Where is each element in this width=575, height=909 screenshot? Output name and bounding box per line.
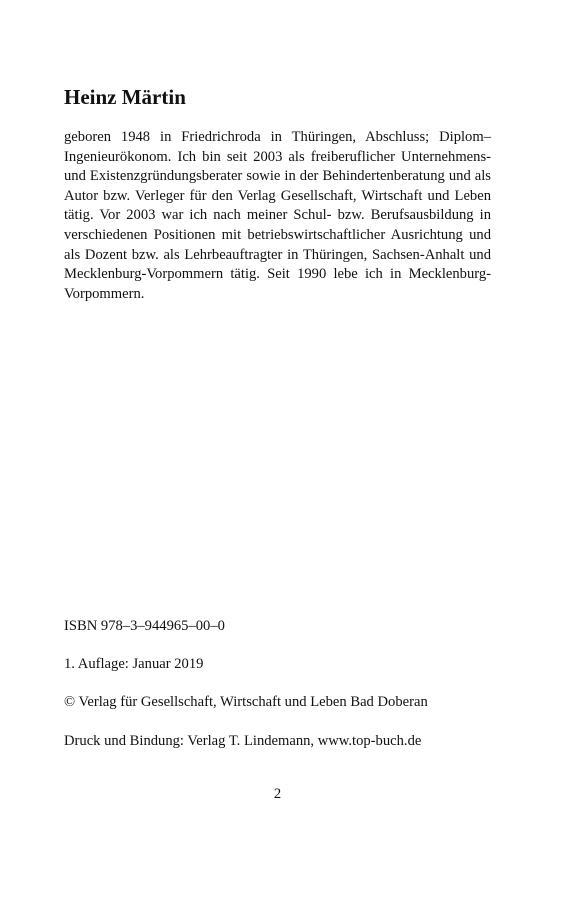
edition: 1. Auflage: Januar 2019 [64, 656, 204, 672]
author-name: Heinz Märtin [64, 85, 186, 109]
page-number: 2 [273, 786, 282, 802]
isbn: ISBN 978–3–944965–00–0 [64, 618, 225, 634]
author-biography: geboren 1948 in Friedrichroda in Thüringen, Abschluss; Diplom–Ingenieurökonom. Ich bin seit 2003 als freiberuflicher Unternehmens- und Existenzgründungsberater sowie in der Behindertenberatung und als Autor bzw. Verleger für den Verlag Gesellschaft, Wirtschaft und Leben tätig. Vor 2003 war ich nach meiner Schul- bzw. Berufsausbildung in verschiedenen Positionen mit betriebswirtschaftlicher Ausrichtung und als Dozent bzw. als Lehrbeauftragter in Thüringen, Sachsen-Anhalt und Mecklenburg-Vorpommern tätig. Seit 1990 lebe ich in Mecklenburg-Vorpommern. [64, 129, 491, 302]
publisher-copyright: © Verlag für Gesellschaft, Wirtschaft und Leben Bad Doberan [64, 694, 428, 710]
printer-info: Druck und Bindung: Verlag T. Lindemann, www.top-buch.de [64, 733, 422, 749]
